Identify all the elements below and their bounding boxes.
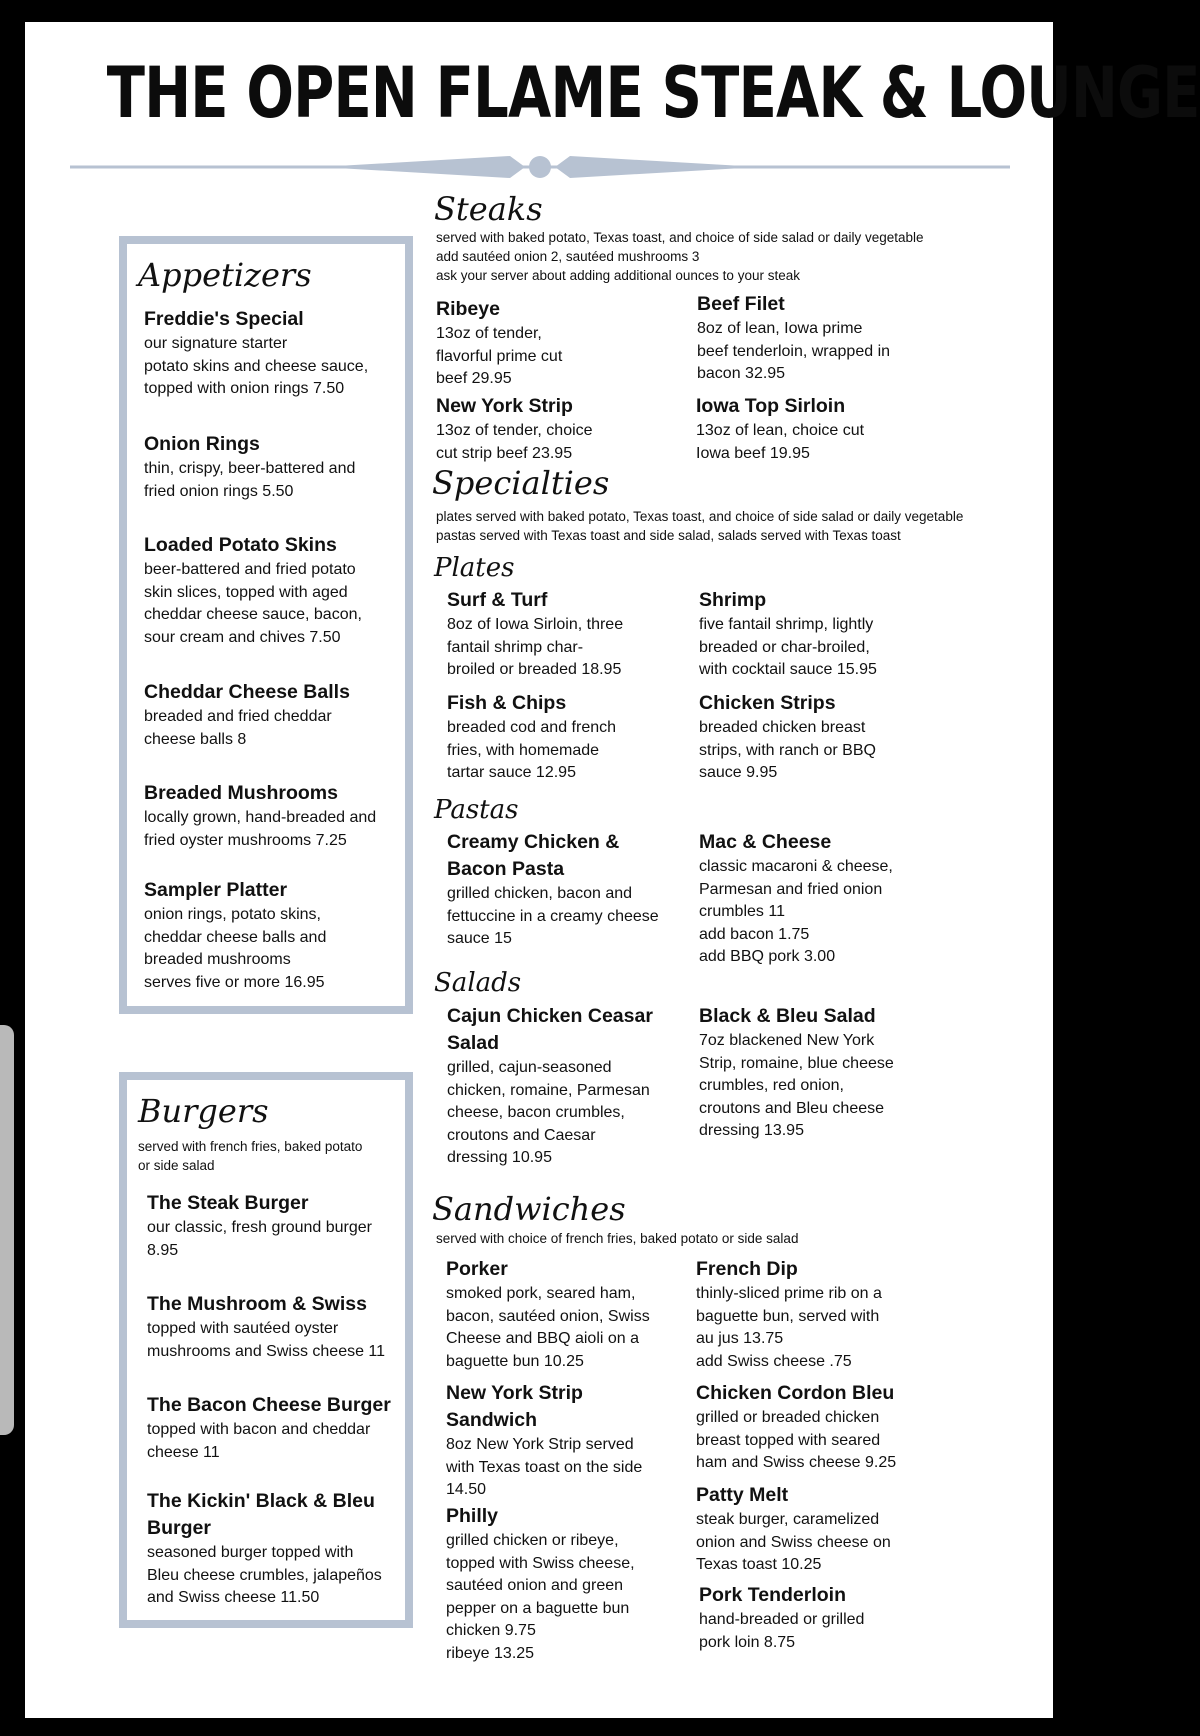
- sandwiches-heading: Sandwiches: [432, 1190, 626, 1228]
- item-name: The Bacon Cheese Burger: [147, 1394, 391, 1416]
- item-desc: 13oz of tender, choice cut strip beef 23.95: [436, 422, 593, 462]
- item-name: Iowa Top Sirloin: [696, 395, 846, 417]
- item-desc: grilled or breaded chicken breast topped with seared ham and Swiss cheese 9.25: [696, 1409, 897, 1471]
- item-name: The Steak Burger: [147, 1192, 309, 1214]
- burgers-note: served with french fries, baked potato or side salad: [138, 1139, 363, 1173]
- specialties-notes: plates served with baked potato, Texas toast, and choice of side salad or daily vegetable pastas served with Texas toast and side salad, salads served with Texas toast: [436, 509, 964, 543]
- item-name: New York Strip Sandwich: [446, 1382, 583, 1431]
- menu-item: [696, 393, 956, 465]
- menu-item: [447, 1003, 687, 1170]
- item-name: Patty Melt: [696, 1484, 789, 1506]
- item-desc: our signature starter potato skins and cheese sauce, topped with onion rings 7.50: [144, 335, 369, 397]
- item-desc: locally grown, hand-breaded and fried oyster mushrooms 7.25: [144, 809, 377, 849]
- item-name: Cheddar Cheese Balls: [144, 681, 350, 703]
- item-desc: topped with bacon and cheddar cheese 11: [147, 1421, 371, 1461]
- menu-item: [696, 1380, 956, 1475]
- item-desc: classic macaroni & cheese, Parmesan and fried onion crumbles 11 add bacon 1.75 add BBQ pork 3.00: [699, 858, 893, 965]
- item-name: The Kickin' Black & Bleu Burger: [147, 1490, 375, 1539]
- steaks-notes: served with baked potato, Texas toast, and choice of side salad or daily vegetable add sautéed onion 2, sautéed mushrooms 3 ask your server about adding additional ounces to your steak: [436, 230, 924, 283]
- item-desc: breaded cod and french fries, with homemade tartar sauce 12.95: [447, 719, 617, 781]
- menu-item: [147, 1488, 409, 1610]
- item-name: The Mushroom & Swiss: [147, 1293, 367, 1315]
- menu-item: [147, 1190, 409, 1262]
- item-desc: steak burger, caramelized onion and Swiss cheese on Texas toast 10.25: [696, 1511, 891, 1573]
- item-desc: breaded chicken breast strips, with ranch or BBQ sauce 9.95: [699, 719, 876, 781]
- menu-item: [697, 291, 957, 386]
- pastas-heading: Pastas: [434, 795, 519, 825]
- menu-item: [699, 1582, 959, 1654]
- item-name: Black & Bleu Salad: [699, 1005, 876, 1027]
- item-desc: thin, crispy, beer-battered and fried onion rings 5.50: [144, 460, 356, 500]
- item-desc: hand-breaded or grilled pork loin 8.75: [699, 1611, 865, 1651]
- item-desc: our classic, fresh ground burger 8.95: [147, 1219, 372, 1259]
- item-desc: grilled, cajun-seasoned chicken, romaine, Parmesan cheese, bacon crumbles, croutons and Caesar dressing 10.95: [447, 1059, 650, 1166]
- menu-item: [699, 829, 949, 969]
- menu-item: [699, 1003, 949, 1143]
- item-desc: 8oz of lean, Iowa prime beef tenderloin, wrapped in bacon 32.95: [697, 320, 891, 382]
- restaurant-title: THE OPEN FLAME STEAK & LOUNGE: [106, 52, 1200, 134]
- item-name: Cajun Chicken Ceasar Salad: [447, 1005, 653, 1054]
- item-desc: 7oz blackened New York Strip, romaine, blue cheese crumbles, red onion, croutons and Bleu cheese dressing 13.95: [699, 1032, 894, 1139]
- menu-item: [699, 587, 949, 682]
- item-name: Chicken Cordon Bleu: [696, 1382, 895, 1404]
- menu-item: [447, 690, 682, 785]
- burgers-heading: Burgers: [138, 1092, 269, 1130]
- item-desc: smoked pork, seared ham, bacon, sautéed onion, Swiss Cheese and BBQ aioli on a baguette bun 10.25: [446, 1285, 650, 1370]
- scroll-handle[interactable]: [0, 1025, 14, 1435]
- menu-item: [144, 532, 406, 649]
- menu-item: [447, 587, 682, 682]
- menu-item: [144, 780, 406, 852]
- menu-item: [447, 829, 687, 951]
- item-desc: 8oz New York Strip served with Texas toast on the side 14.50: [446, 1436, 643, 1498]
- item-desc: grilled chicken, bacon and fettuccine in a creamy cheese sauce 15: [447, 885, 659, 947]
- steaks-heading: Steaks: [434, 190, 543, 228]
- menu-item: [147, 1392, 409, 1464]
- item-desc: onion rings, potato skins, cheddar cheese balls and breaded mushrooms serves five or more 16.95: [144, 906, 327, 991]
- item-name: Mac & Cheese: [699, 831, 832, 853]
- item-name: Shrimp: [699, 589, 767, 611]
- menu-item: [696, 1482, 956, 1577]
- item-name: Philly: [446, 1505, 499, 1527]
- menu-item: [696, 1256, 956, 1373]
- item-name: New York Strip: [436, 395, 573, 417]
- appetizers-heading: Appetizers: [138, 256, 312, 294]
- item-name: Breaded Mushrooms: [144, 782, 338, 804]
- item-desc: grilled chicken or ribeye, topped with Swiss cheese, sautéed onion and green pepper on a baguette bun chicken 9.75 ribeye 13.25: [446, 1532, 635, 1662]
- item-name: Sampler Platter: [144, 879, 288, 901]
- item-name: French Dip: [696, 1258, 798, 1280]
- item-desc: breaded and fried cheddar cheese balls 8: [144, 708, 332, 748]
- item-name: Porker: [446, 1258, 508, 1280]
- menu-item: [699, 690, 949, 785]
- item-desc: topped with sautéed oyster mushrooms and Swiss cheese 11: [147, 1320, 386, 1360]
- item-name: Loaded Potato Skins: [144, 534, 337, 556]
- sandwiches-note: served with choice of french fries, baked potato or side salad: [436, 1231, 799, 1246]
- item-name: Creamy Chicken & Bacon Pasta: [447, 831, 620, 880]
- item-desc: beer-battered and fried potato skin slices, topped with aged cheddar cheese sauce, bacon, sour cream and chives 7.50: [144, 561, 362, 646]
- menu-item: [144, 431, 406, 503]
- item-name: Freddie's Special: [144, 308, 304, 330]
- menu-item: [144, 877, 406, 994]
- menu-item: [147, 1291, 409, 1363]
- specialties-heading: Specialties: [432, 464, 610, 502]
- item-name: Onion Rings: [144, 433, 260, 455]
- item-name: Beef Filet: [697, 293, 785, 315]
- salads-heading: Salads: [434, 968, 522, 998]
- item-desc: 8oz of Iowa Sirloin, three fantail shrimp char- broiled or breaded 18.95: [447, 616, 624, 678]
- item-desc: five fantail shrimp, lightly breaded or char-broiled, with cocktail sauce 15.95: [699, 616, 877, 678]
- item-desc: 13oz of tender, flavorful prime cut beef 29.95: [436, 325, 563, 387]
- item-name: Ribeye: [436, 298, 500, 320]
- menu-item: [436, 296, 676, 391]
- menu-item: [144, 306, 406, 401]
- item-desc: seasoned burger topped with Bleu cheese crumbles, jalapeños and Swiss cheese 11.50: [147, 1544, 382, 1606]
- item-desc: 13oz of lean, choice cut Iowa beef 19.95: [696, 422, 865, 462]
- item-desc: thinly-sliced prime rib on a baguette bun, served with au jus 13.75 add Swiss cheese .75: [696, 1285, 882, 1370]
- menu-item: [436, 393, 676, 465]
- item-name: Fish & Chips: [447, 692, 567, 714]
- menu-item: [144, 679, 406, 751]
- menu-item: [446, 1256, 686, 1373]
- item-name: Pork Tenderloin: [699, 1584, 846, 1606]
- title-divider: [70, 148, 1010, 188]
- item-name: Chicken Strips: [699, 692, 836, 714]
- plates-heading: Plates: [434, 553, 515, 583]
- menu-item: [446, 1503, 686, 1665]
- item-name: Surf & Turf: [447, 589, 548, 611]
- menu-item: [446, 1380, 686, 1502]
